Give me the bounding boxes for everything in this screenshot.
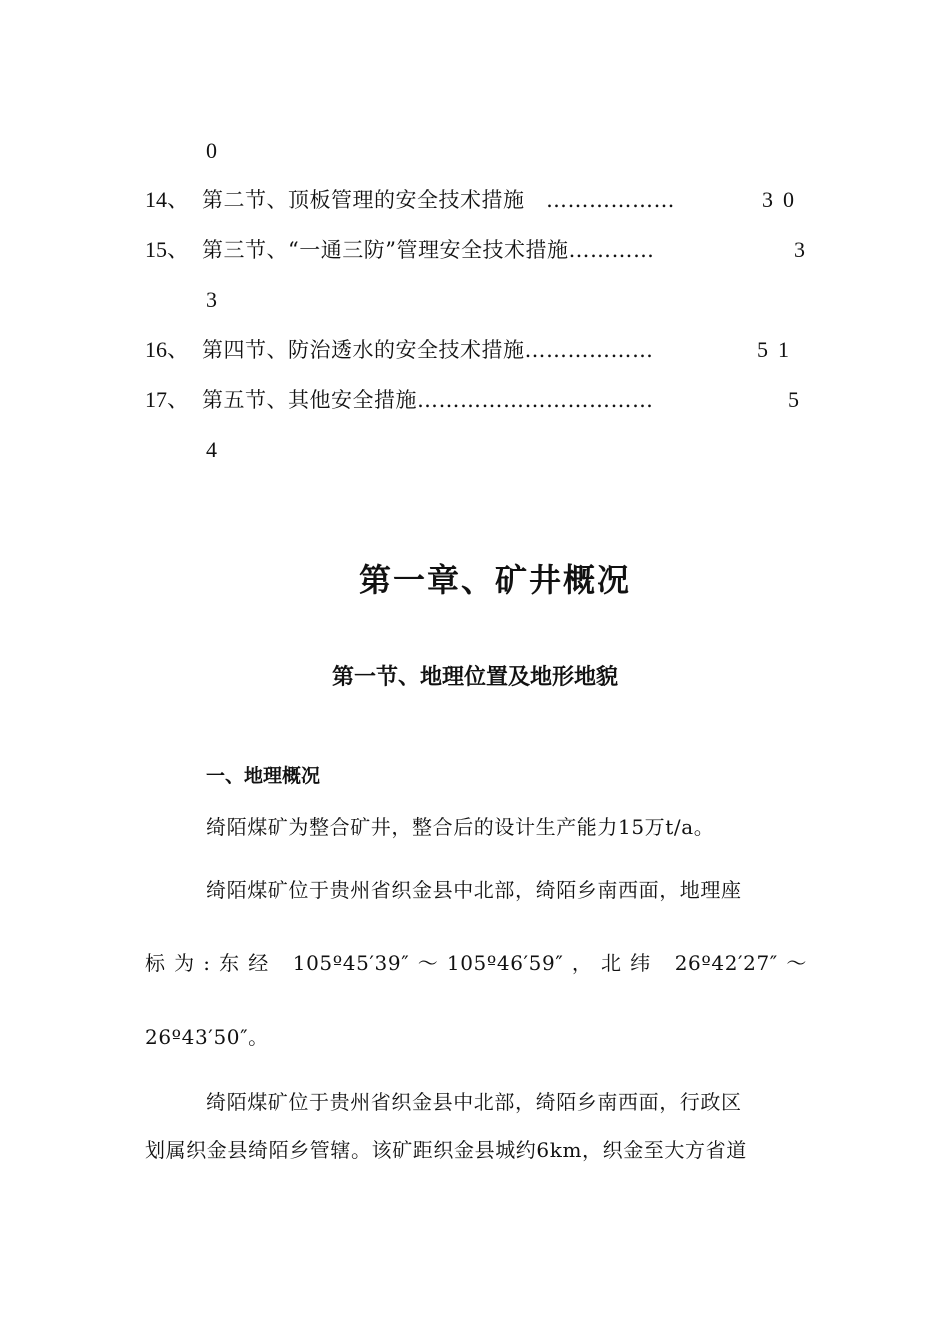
- toc-entry-number: 17、: [145, 387, 190, 412]
- toc-entry-page: 3: [794, 237, 815, 262]
- subsection-title: 一、地理概况: [206, 765, 321, 787]
- toc-page-number-continuation: 3: [206, 287, 217, 312]
- paragraph-line: 绮陌煤矿位于贵州省织金县中北部，绮陌乡南西面，地理座: [206, 878, 742, 902]
- toc-page-number-continuation: 0: [206, 138, 217, 163]
- toc-entry-number: 15、: [145, 237, 190, 262]
- toc-entry-text: 第四节、防治透水的安全技术措施………………: [202, 338, 654, 362]
- toc-entry-text: 第三节、“一通三防”管理安全技术措施…………: [202, 238, 655, 262]
- paragraph-line: 26º43′50″。: [145, 1025, 269, 1049]
- section-title: 第一节、地理位置及地形地貌: [331, 665, 618, 690]
- paragraph-line: 标为:东经 105º45′39″～105º46′59″，北纬 26º42′27″～: [145, 951, 807, 975]
- toc-page-number-continuation: 4: [206, 437, 217, 462]
- paragraph-line: 绮陌煤矿为整合矿井，整合后的设计生产能力15万t/a。: [206, 815, 715, 839]
- toc-entry-page: 51: [757, 337, 799, 362]
- toc-entry-text: 第五节、其他安全措施……………………………: [202, 388, 654, 412]
- toc-entry-text: 第二节、顶板管理的安全技术措施 ………………: [202, 188, 675, 212]
- toc-entry-number: 14、: [145, 187, 190, 212]
- toc-entry-page: 5: [788, 387, 809, 412]
- paragraph-line: 绮陌煤矿位于贵州省织金县中北部，绮陌乡南西面，行政区: [206, 1090, 742, 1114]
- toc-entry-number: 16、: [145, 337, 190, 362]
- toc-entry-page: 30: [762, 187, 804, 212]
- paragraph-line: 划属织金县绮陌乡管辖。该矿距织金县城约6km，织金至大方省道: [145, 1138, 747, 1162]
- chapter-title: 第一章、矿井概况: [358, 561, 631, 599]
